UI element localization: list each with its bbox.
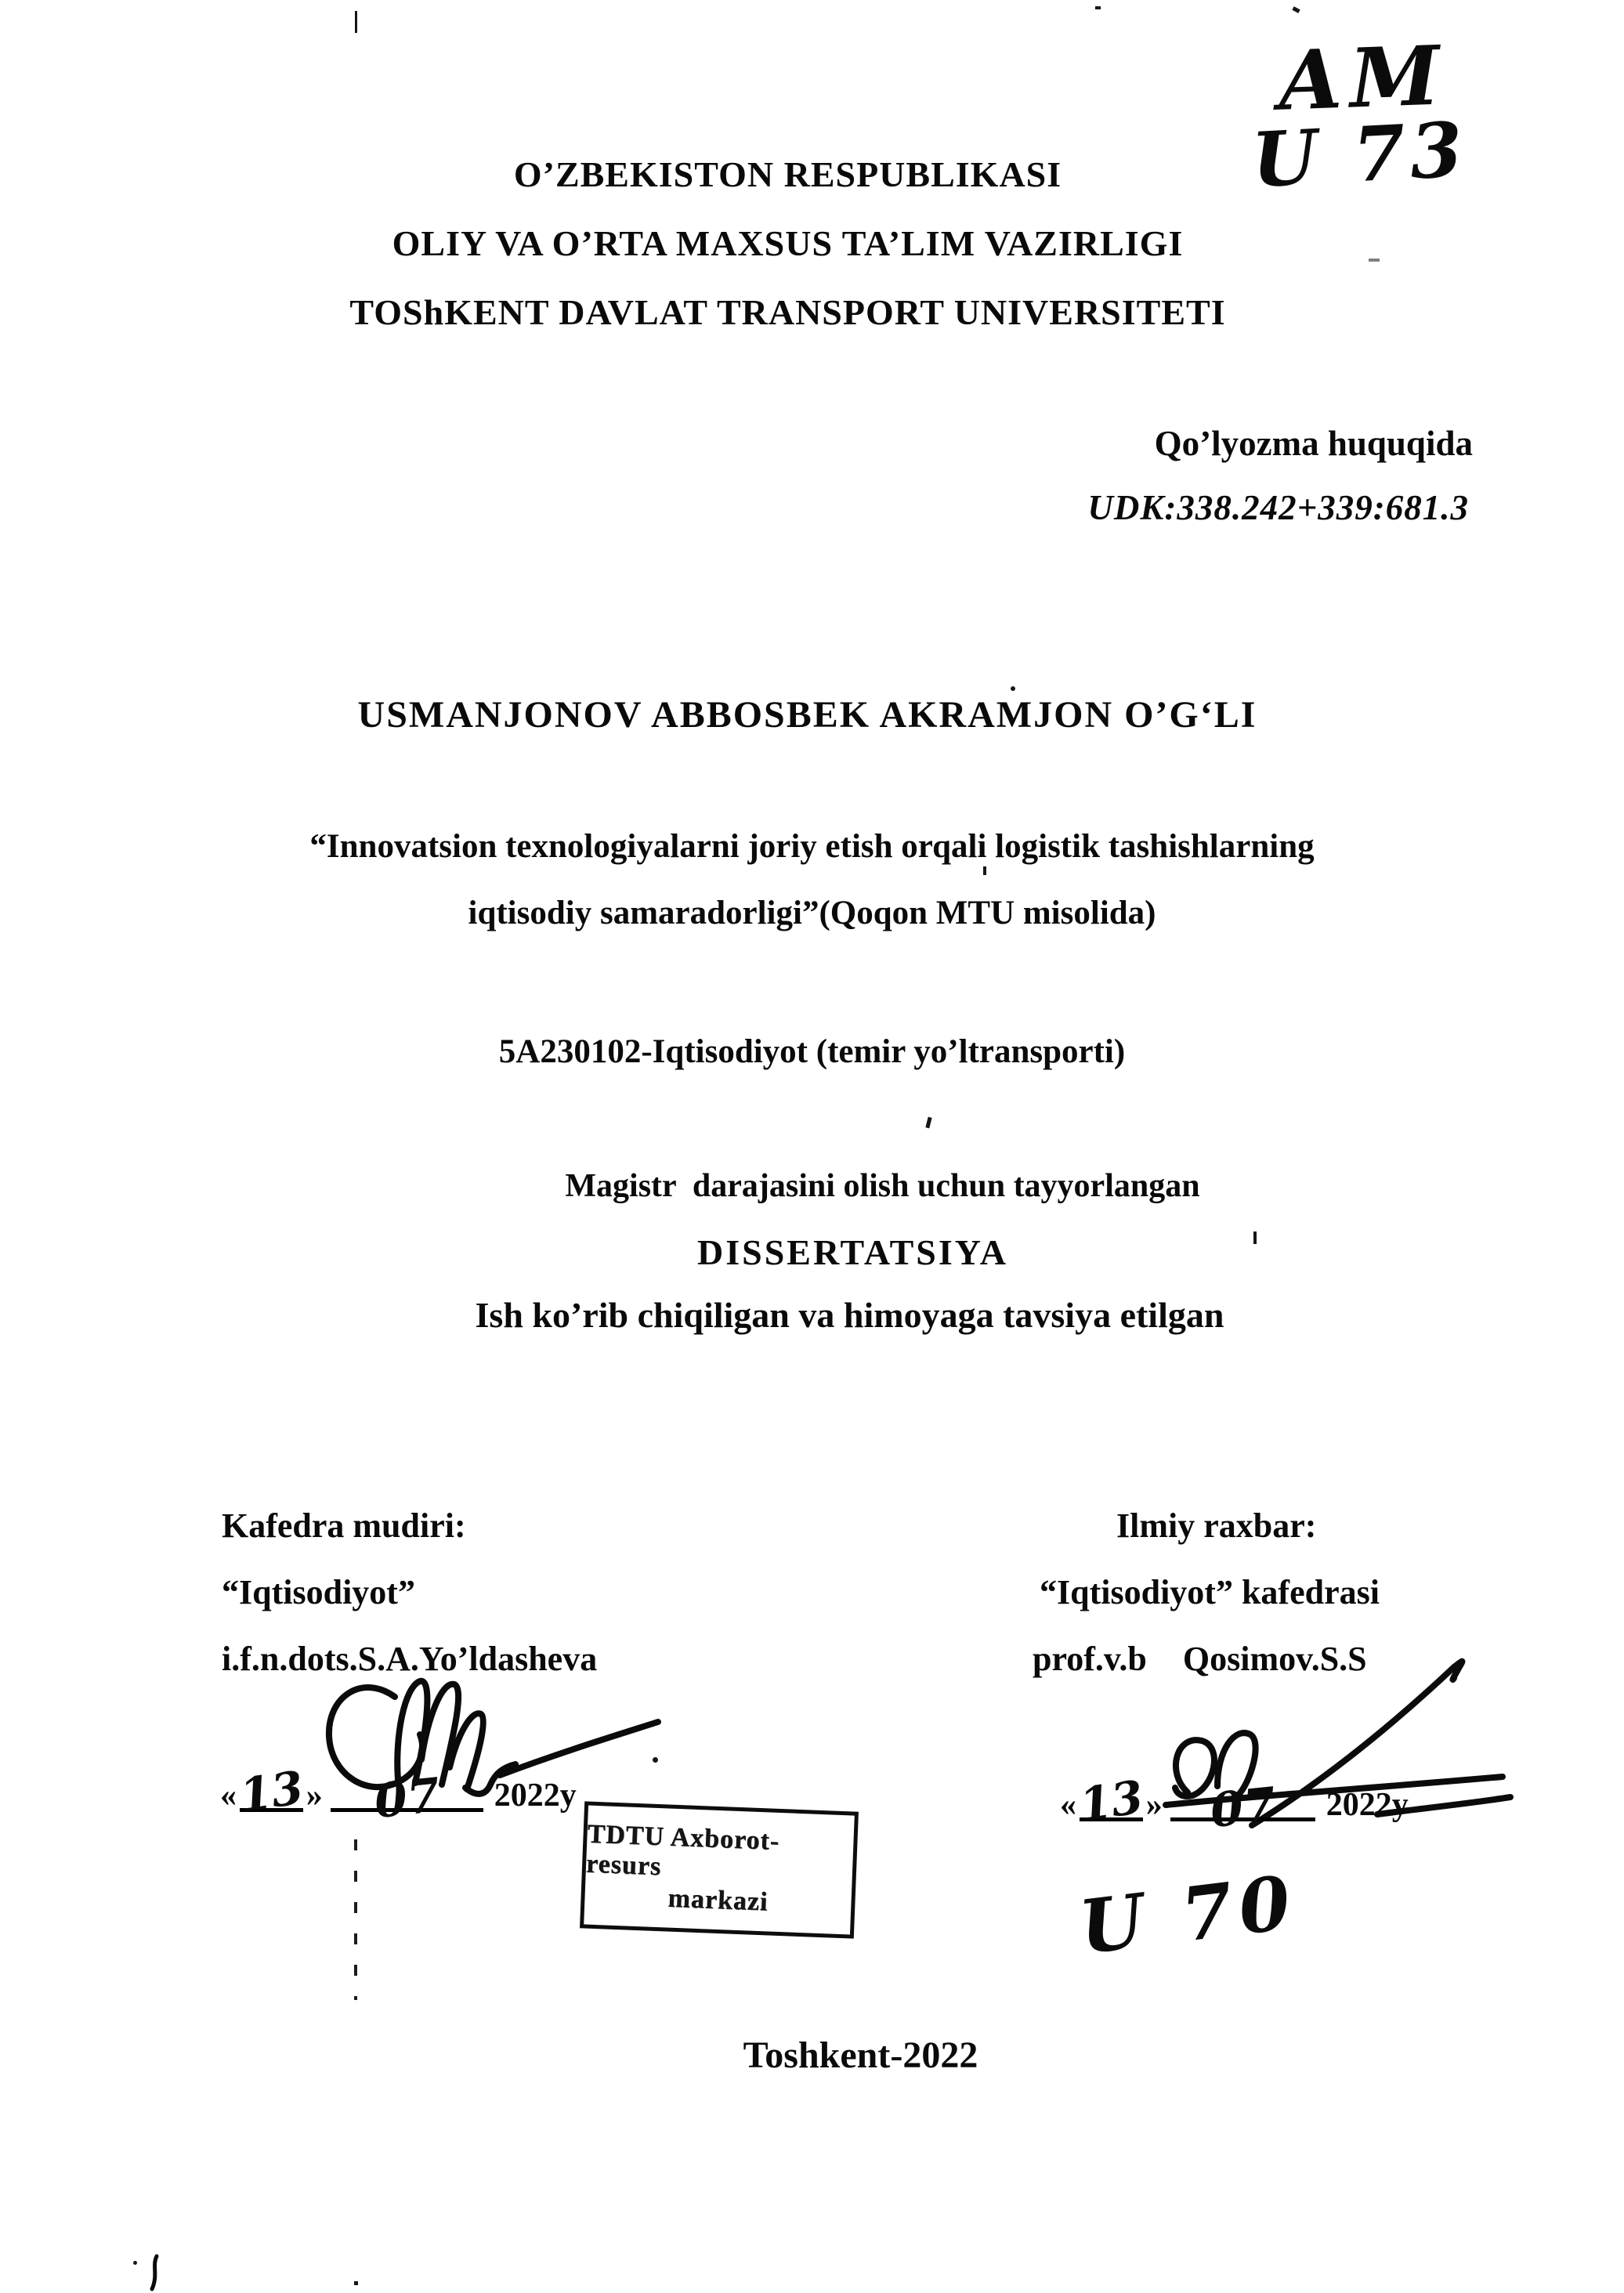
scan-artifact bbox=[983, 866, 986, 875]
degree-purpose-line: Magistr darajasini olish uchun tayyorlangan bbox=[565, 1168, 1200, 1204]
right-signatory-name: Qosimov.S.S bbox=[1182, 1640, 1367, 1678]
scan-artifact bbox=[133, 2261, 137, 2265]
left-signatory-department: “Iqtisodiyot” bbox=[222, 1573, 415, 1611]
right-signatory-department: “Iqtisodiyot” kafedrasi bbox=[1040, 1573, 1380, 1611]
scan-artifact bbox=[354, 2281, 358, 2285]
right-signatory-title-prefix: prof.v.b bbox=[1033, 1640, 1147, 1678]
header-university: TOShKENT DAVLAT TRANSPORT UNIVERSITETI bbox=[349, 292, 1226, 332]
manuscript-rights-note: Qo’lyozma huquqida bbox=[1154, 424, 1473, 463]
right-date-day-blank bbox=[1076, 1770, 1147, 1832]
header-country: O’ZBEKISTON RESPUBLIKASI bbox=[513, 154, 1062, 194]
stamp-line2: markazi bbox=[667, 1883, 769, 1917]
header-ministry: OLIY VA O’RTA MAXSUS TA’LIM VAZIRLIGI bbox=[392, 223, 1184, 263]
right-date-year: 2022y bbox=[1326, 1787, 1409, 1823]
specialty-code: 5A230102-Iqtisodiyot (temir yo’ltransporti) bbox=[498, 1033, 1126, 1070]
left-date-line bbox=[220, 1760, 577, 1830]
handwritten-library-code-bottom: U 70 bbox=[1075, 1859, 1302, 1972]
guillemet-close: » bbox=[306, 1778, 323, 1814]
guillemet-open: « bbox=[220, 1778, 237, 1814]
left-signatory-role: Kafedra mudiri: bbox=[222, 1506, 466, 1545]
handwritten-month: 07 bbox=[372, 1767, 443, 1830]
library-stamp bbox=[580, 1801, 859, 1938]
handwritten-library-code-line2: U 73 bbox=[1250, 104, 1470, 205]
guillemet-open: « bbox=[1060, 1787, 1076, 1823]
scan-artifact bbox=[1253, 1231, 1257, 1244]
dissertation-title-line1: “Innovatsion texnologiyalarni joriy etish orqali logistik tashishlarning bbox=[309, 828, 1315, 865]
work-type: DISSERTATSIYA bbox=[696, 1232, 1009, 1272]
scan-artifact bbox=[1369, 259, 1380, 262]
handwritten-library-code-line1: AM bbox=[1276, 27, 1449, 129]
right-date-line bbox=[1060, 1770, 1409, 1839]
scan-artifact bbox=[1011, 686, 1015, 691]
scan-artifact bbox=[355, 11, 357, 33]
left-date-year: 2022y bbox=[494, 1778, 577, 1814]
scan-artifact-squiggle bbox=[146, 2253, 165, 2292]
left-date-month-blank bbox=[331, 1767, 483, 1830]
guillemet-close: » bbox=[1145, 1787, 1163, 1823]
footer-city-year: Toshkent-2022 bbox=[743, 2034, 978, 2076]
udk-number: UDK:338.242+339:681.3 bbox=[1087, 488, 1469, 527]
dissertation-title-line2: iqtisodiy samaradorligi”(Qoqon MTU misolida) bbox=[468, 895, 1156, 931]
scan-artifact bbox=[925, 1117, 931, 1129]
scan-artifact bbox=[1292, 6, 1300, 13]
right-date-month-blank bbox=[1170, 1777, 1315, 1839]
scan-artifact bbox=[1095, 6, 1101, 9]
handwritten-day: 13 bbox=[1076, 1770, 1147, 1832]
recommendation-line: Ish ko’rib chiqiligan va himoyaga tavsiya etilgan bbox=[475, 1295, 1224, 1335]
left-date-day-blank bbox=[236, 1760, 307, 1823]
scan-artifact-dashed-line bbox=[354, 1839, 357, 2000]
scan-artifact bbox=[653, 1757, 658, 1763]
author-name: USMANJONOV ABBOSBEK AKRAMJON O’G‘LI bbox=[357, 694, 1257, 736]
handwritten-month: 07 bbox=[1208, 1777, 1279, 1839]
handwritten-day: 13 bbox=[236, 1760, 307, 1823]
left-signatory-name: i.f.n.dots.S.A.Yo’ldasheva bbox=[222, 1640, 598, 1678]
stamp-line1: TDTU Axborot-resurs bbox=[585, 1819, 780, 1882]
right-signatory-role: Ilmiy raxbar: bbox=[1116, 1506, 1317, 1545]
